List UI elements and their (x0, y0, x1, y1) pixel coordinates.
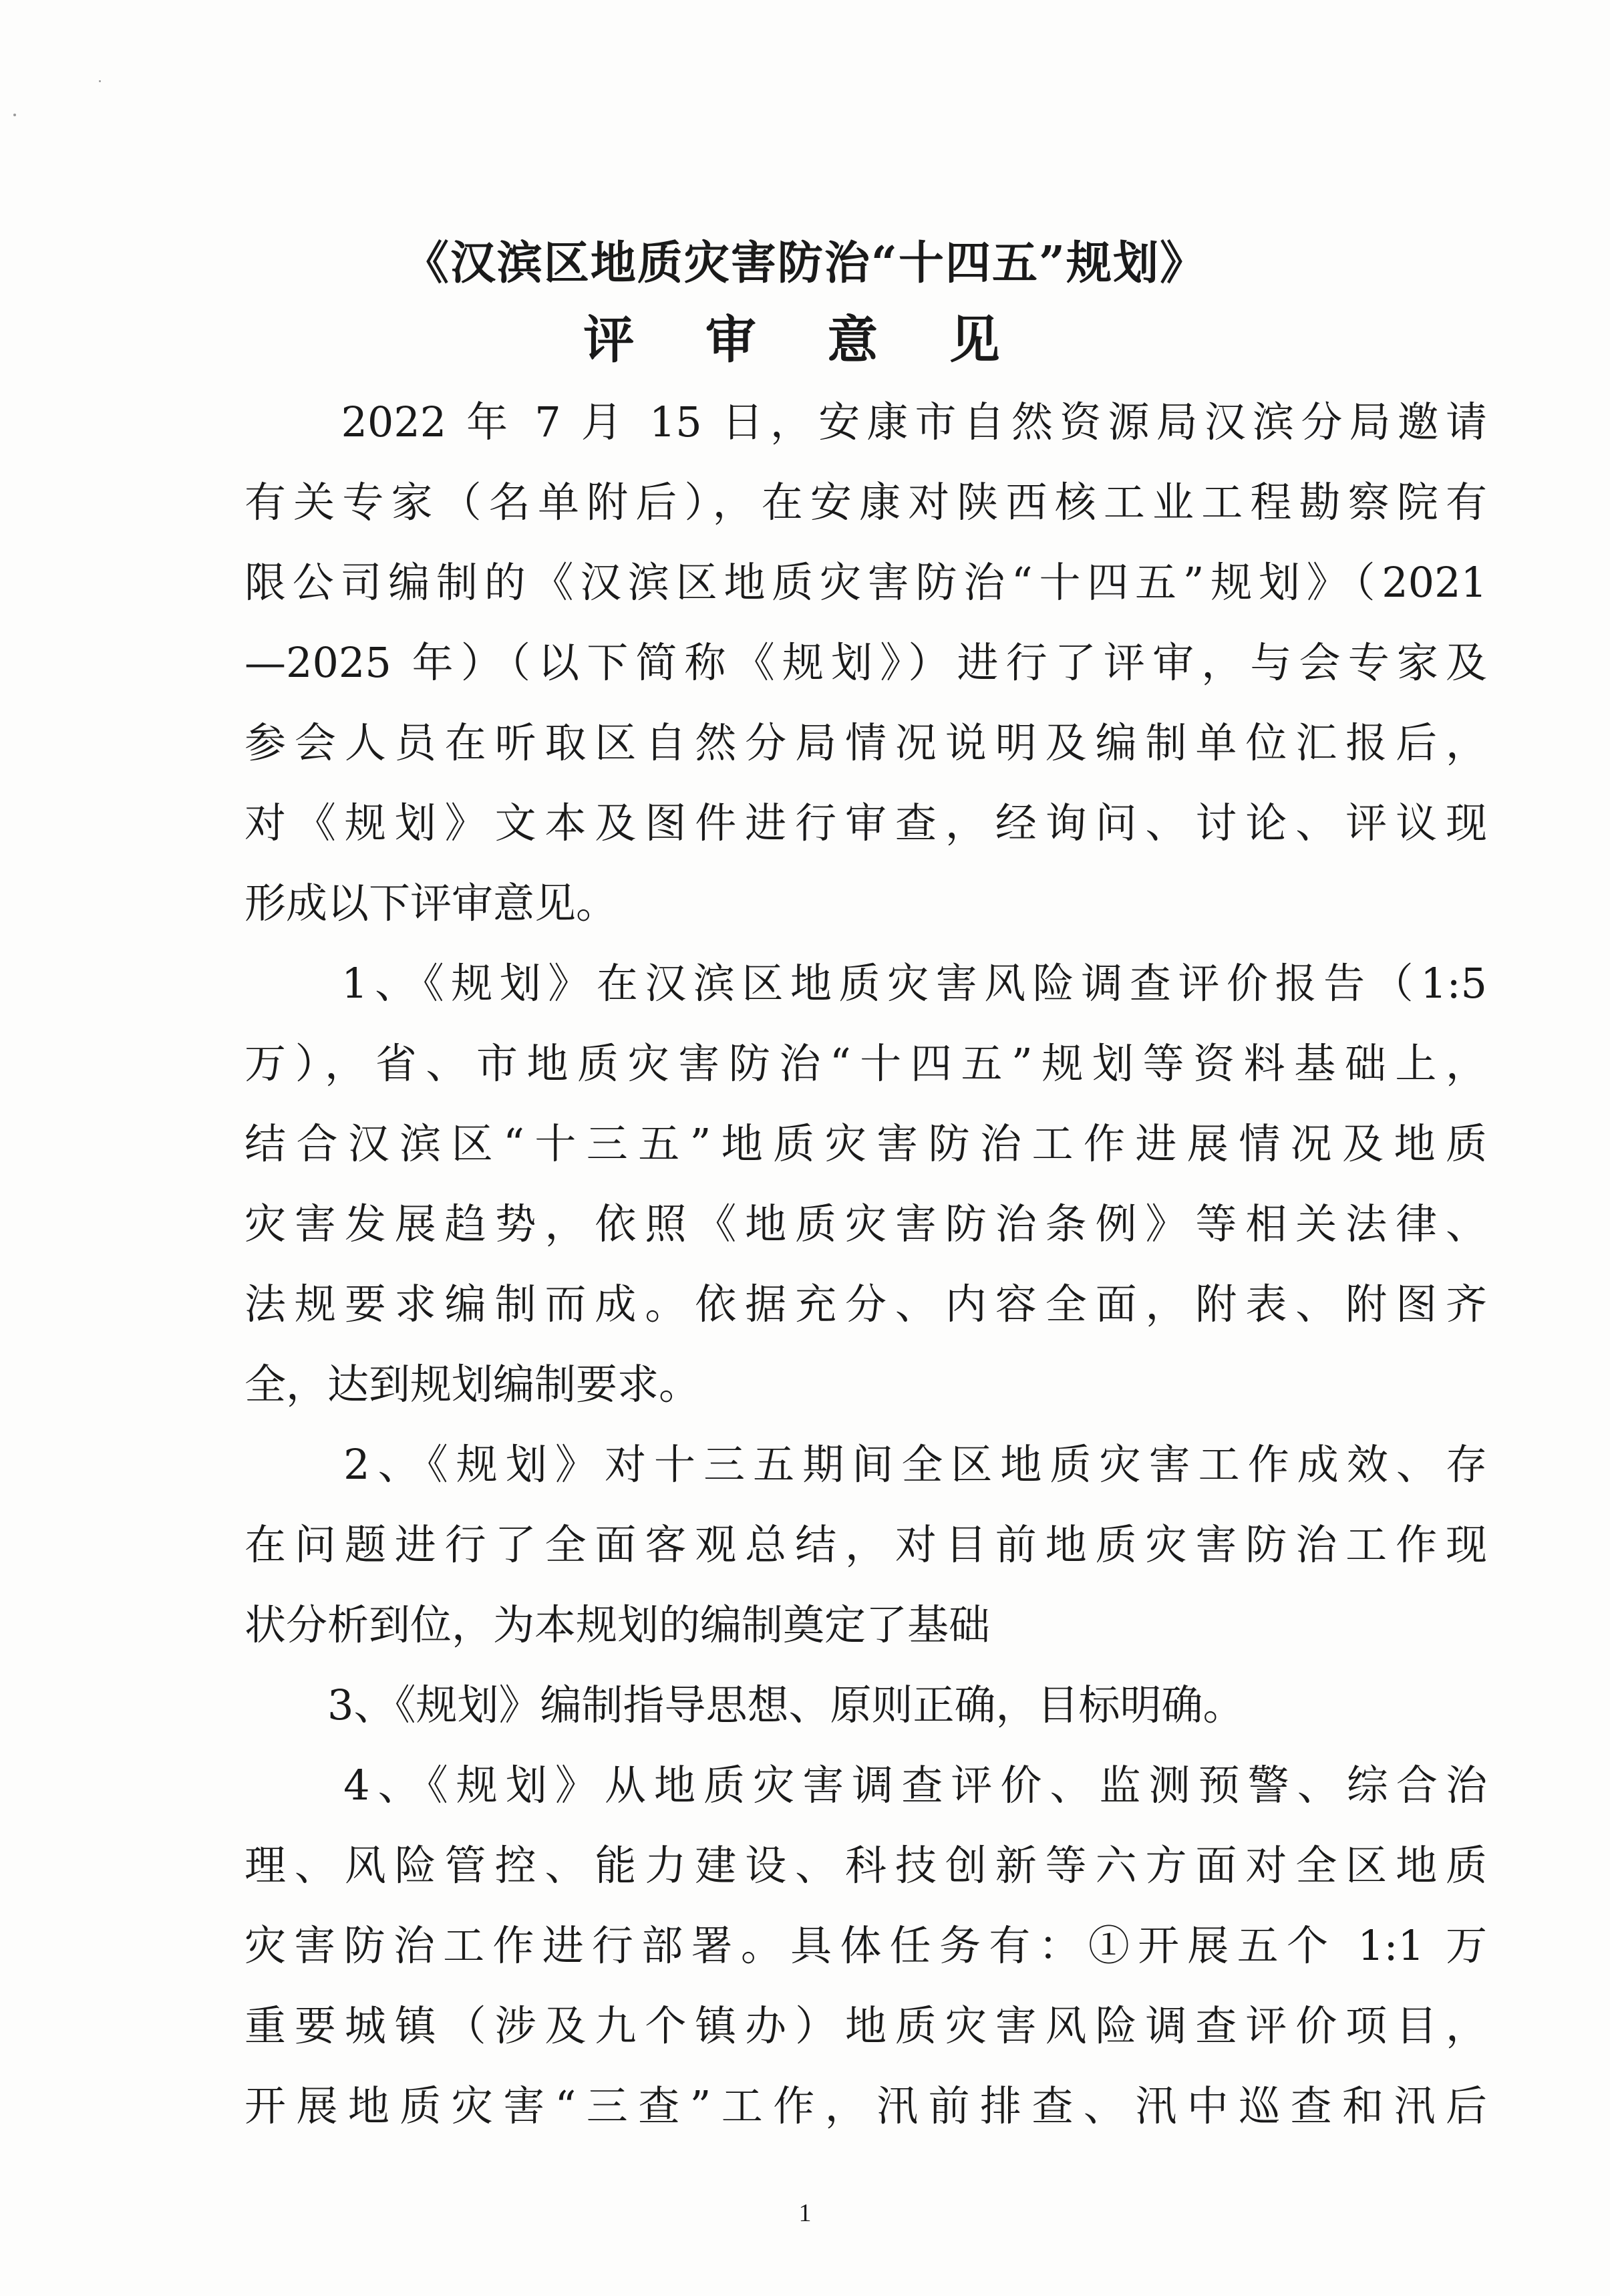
body-line: 灾害防治工作进行部署。具体任务有：①开展五个 1:1 万 (245, 1921, 1487, 1970)
body-line: 万），省、市地质灾害防治“十四五”规划等资料基础上， (245, 1039, 1487, 1088)
body-line: 参会人员在听取区自然分局情况说明及编制单位汇报后， (245, 718, 1487, 767)
document-title: 《汉滨区地质灾害防治“十四五”规划》 (403, 237, 1207, 290)
scan-speck (99, 80, 101, 82)
body-line: 限公司编制的《汉滨区地质灾害防治“十四五”规划》（2021 (245, 558, 1487, 607)
document-subtitle: 评 审 意 见 (583, 310, 1027, 370)
page-number: 1 (798, 2199, 812, 2227)
body-line: 全，达到规划编制要求。 (245, 1360, 701, 1409)
body-line: 状分析到位，为本规划的编制奠定了基础 (245, 1600, 991, 1649)
body-line: 对《规划》文本及图件进行审查，经询问、讨论、评议现 (245, 799, 1487, 847)
body-line: 开展地质灾害“三查”工作，汛前排查、汛中巡查和汛后 (245, 2082, 1487, 2130)
body-line: 法规要求编制而成。依据充分、内容全面，附表、附图齐 (245, 1280, 1487, 1328)
body-line: 结合汉滨区“十三五”地质灾害防治工作进展情况及地质 (245, 1119, 1487, 1168)
body-line: 重要城镇（涉及九个镇办）地质灾害风险调查评价项目， (245, 2001, 1487, 2050)
body-line: —2025 年）（以下简称《规划》）进行了评审，与会专家及 (245, 638, 1487, 687)
body-line: 灾害发展趋势，依照《地质灾害防治条例》等相关法律、 (245, 1199, 1487, 1248)
body-line: 2、《规划》对十三五期间全区地质灾害工作成效、存 (245, 1440, 1487, 1489)
body-line: 1、《规划》在汉滨区地质灾害风险调查评价报告（1:5 (245, 959, 1487, 1008)
body-line: 2022 年 7 月 15 日，安康市自然资源局汉滨分局邀请 (245, 398, 1487, 446)
body-line: 在问题进行了全面客观总结，对目前地质灾害防治工作现 (245, 1520, 1487, 1569)
body-line: 4、《规划》从地质灾害调查评价、监测预警、综合治 (245, 1761, 1487, 1810)
body-line: 有关专家（名单附后），在安康对陕西核工业工程勘察院有 (245, 478, 1487, 527)
scan-speck (13, 114, 16, 116)
body-line: 形成以下评审意见。 (245, 879, 618, 927)
body-line: 3、《规划》编制指导思想、原则正确，目标明确。 (245, 1681, 1245, 1729)
body-line: 理、风险管控、能力建设、科技创新等六方面对全区地质 (245, 1841, 1487, 1890)
